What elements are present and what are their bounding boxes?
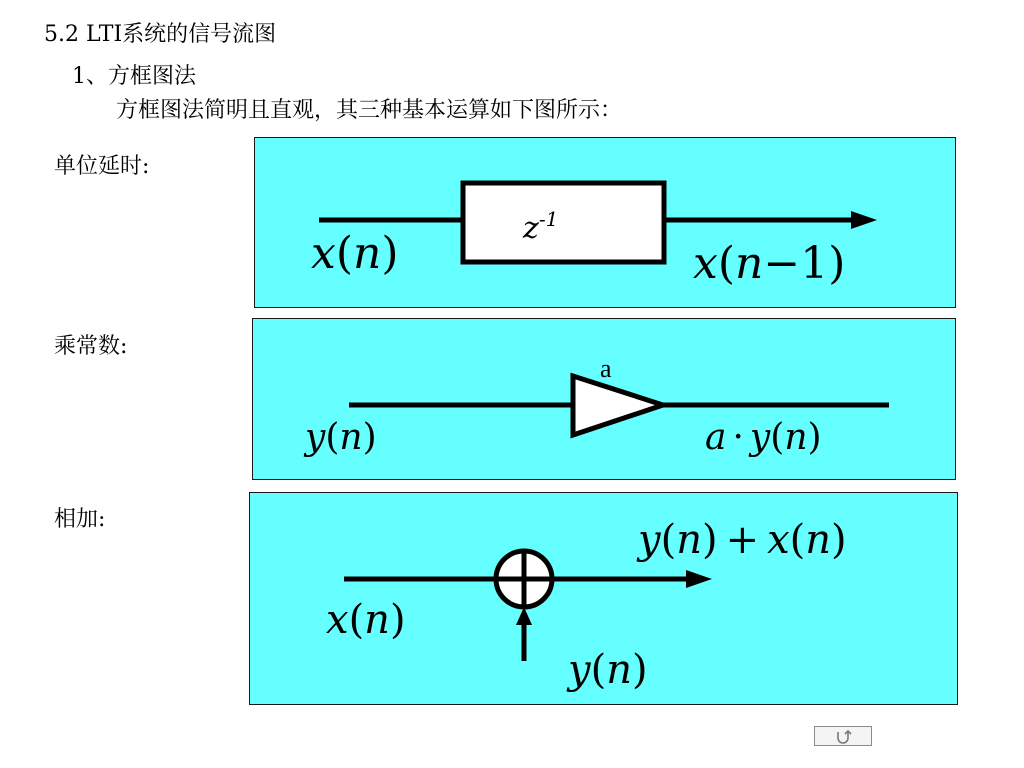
add-diagram-svg [250,493,959,706]
add-diagram [249,492,958,705]
multiply-diagram [252,318,956,480]
delay-block [463,183,664,262]
add-second-input-arrowhead [516,607,532,625]
multiply-input-signal: y(n) [305,417,377,458]
delay-arrowhead [851,211,877,229]
return-button[interactable] [814,726,872,746]
delay-block-label: $z^{-1}$ [523,207,559,246]
add-output-signal: y(n) + x(n) [638,517,847,563]
multiply-output-signal: a · y(n) [705,417,822,458]
multiply-gain-label: a [600,354,612,383]
intro-text: 方框图法简明且直观，其三种基本运算如下图所示： [116,98,623,123]
add-output-arrowhead [686,570,712,588]
multiply-gain-triangle [573,376,663,435]
return-arrow-icon [834,728,852,744]
delay-label: 单位延时: [54,154,150,179]
delay-diagram-svg [255,138,957,309]
delay-diagram [254,137,956,308]
multiply-diagram-svg [253,319,957,481]
delay-output-signal: x(n−1) [693,238,846,289]
section-heading: 1、方框图法 [72,64,196,89]
slide-title: 5.2 LTI系统的信号流图 [44,22,277,47]
delay-input-signal: x(n) [311,228,399,279]
add-input-signal: x(n) [326,597,406,643]
add-label: 相加: [54,507,106,532]
multiply-label: 乘常数: [54,334,128,359]
add-second-signal: y(n) [568,647,648,693]
